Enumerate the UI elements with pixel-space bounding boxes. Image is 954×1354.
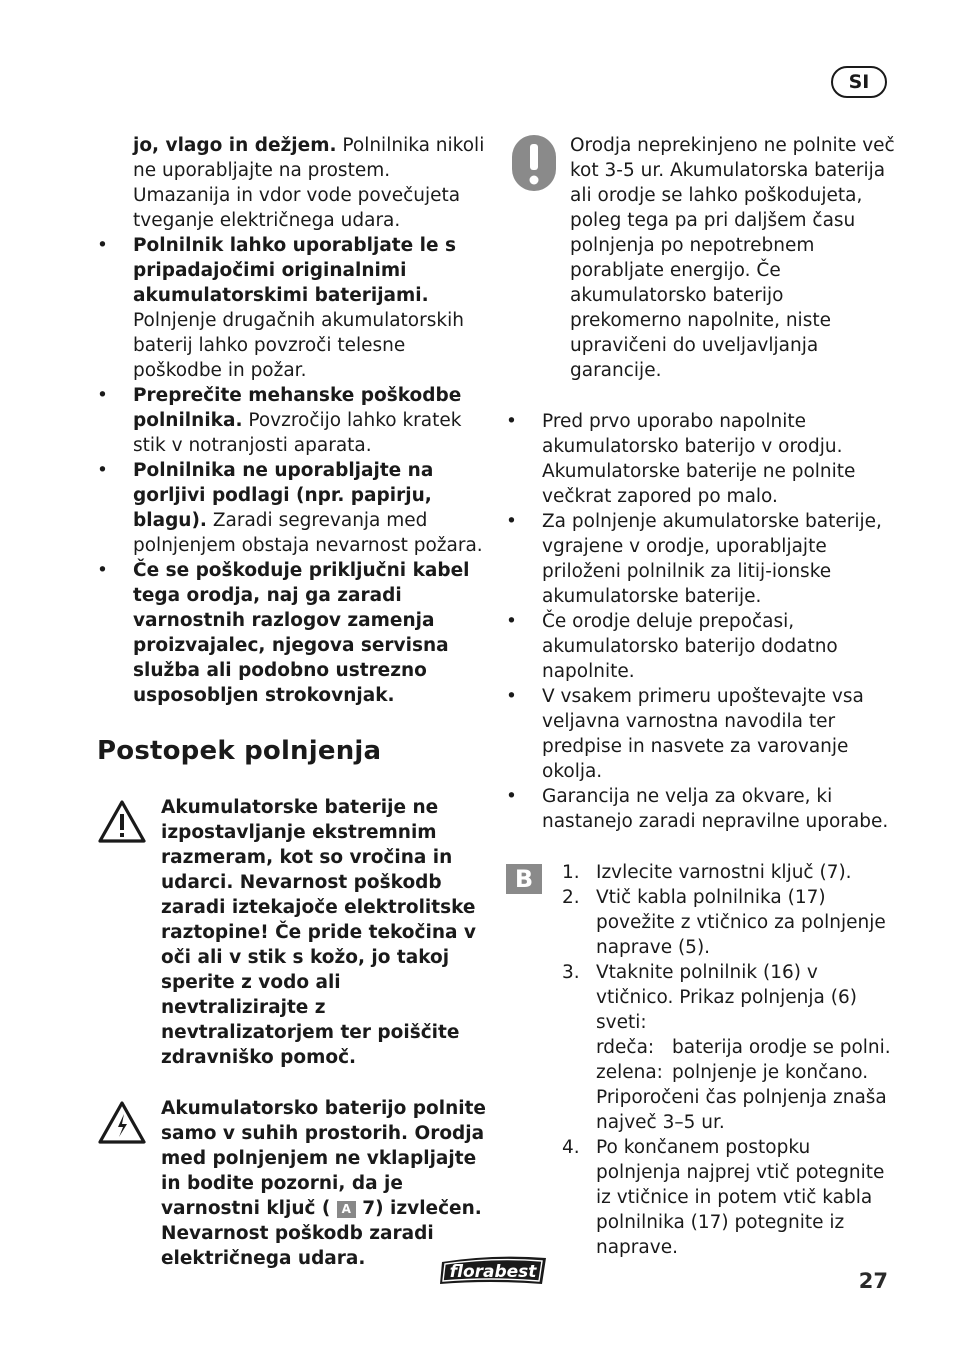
note-block [506,133,896,383]
paragraph-text: Polnilnika nikoli ne uporabljajte na prostem. Umazanija in vdor vode povečujeta tveganje električnega udara. [133,135,485,231]
bullet-dot: • [506,511,517,532]
warning-text [161,1096,489,1271]
indicator-red-line [596,1035,896,1060]
step-number: 3. [562,962,580,983]
bullet-dot: • [506,611,517,632]
item-text: Za polnjenje akumulatorske baterije, vgrajene v orodje, uporabljajte priloženi polnilnik za litij-ionske akumulatorske baterije. [542,511,882,607]
bold-lead: Če se poškoduje priključni kabel tega orodja, naj ga zaradi varnostnih razlogov zamenja proizvajalec, njegova servisna služba ali podobno ustrezno usposobljen strokovnjak. [133,560,470,706]
list-item [97,558,489,708]
item-text: Garancija ne velja za okvare, ki nastanejo zaradi nepravilne uporabe. [542,786,889,832]
charging-steps [506,860,896,1260]
step-item [562,885,896,960]
list-item [506,409,896,509]
bold-lead: Polnilnika ne uporabljajte na gorljivi podlagi (npr. papirju, blagu). [133,460,434,531]
indicator-label: rdeča: [596,1037,655,1058]
bullet-dot: • [97,235,108,256]
left-column [97,133,489,1271]
step-item [562,1135,896,1260]
continuation-paragraph [97,133,489,233]
warning-block [97,1096,489,1271]
step-text: Vtič kabla polnilnika (17) povežite z vtičnico za polnjenje naprave (5). [596,887,886,958]
warning-text-part: Akumulatorsko baterijo polnite samo v suhih prostorih. Orodja med polnjenjem ne vklapljajte in bodite pozorni, da je varnostni ključ ( [161,1098,486,1219]
bullet-dot: • [97,385,108,406]
exclamation-icon [508,135,560,191]
list-item [97,383,489,458]
bullet-dot: • [97,460,108,481]
bullet-dot: • [506,411,517,432]
indicator-label: zelena: [596,1062,663,1083]
step-text: Izvlecite varnostni ključ (7). [596,862,852,883]
step-number: 1. [562,862,580,883]
warning-text: Akumulatorske baterije ne izpostavljanje ekstremnim razmeram, kot so vročina in udarci. Nevarnost poškodb zaradi iztekajoče elektrolitske raztopine! Če pride tekočina v oči ali v stik s kožo, jo takoj sperite z vodo ali nevtralizirajte z nevtralizatorjem ter poiščite zdravniško pomoč. [161,797,476,1068]
page-number: 27 [858,1269,888,1293]
step-item [562,960,896,1135]
note-text: Orodja neprekinjeno ne polnite več kot 3-5 ur. Akumulatorska baterija ali orodje se lahko poškodujeta, poleg tega pa pri daljšem času polnjenja po nepotrebnem porabljate energijo. Če akumulatorsko baterijo prekomerno napolnite, niste upravičeni do uveljavljanja garancije. [570,135,895,381]
step-text: Vtaknite polnilnik (16) v vtičnico. Prikaz polnjenja (6) sveti: [596,962,857,1033]
item-text: V vsakem primeru upoštevajte vsa veljavna varnostna navodila ter predpise in nasvete za varovanje okolja. [542,686,864,782]
bold-lead: Polnilnik lahko uporabljate le s pripadajočimi originalnimi akumulatorskimi baterijami. [133,235,456,306]
bold-lead: Preprečite mehanske poškodbe polnilnika. [133,385,462,431]
step-text: Po končanem postopku polnjenja najprej vtič potegnite iz vtičnice in potem vtič kabla polnilnika (17) potegnite iz naprave. [596,1137,885,1258]
item-text: Če orodje deluje prepočasi, akumulatorsko baterijo dodatno napolnite. [542,611,838,682]
bullet-dot: • [506,686,517,707]
list-item [506,784,896,834]
item-text: Povzročijo lahko kratek stik v notranjosti aparata. [133,410,462,456]
list-item [97,233,489,383]
list-item [506,684,896,784]
figure-label-b: B [506,864,542,894]
florabest-logo [438,1252,550,1288]
warning-triangle-icon [97,799,147,845]
language-badge: SI [831,66,887,98]
right-column [506,133,896,1260]
item-text: Polnjenje drugačnih akumulatorskih baterij lahko povzroči telesne poškodbe in požar. [133,310,464,381]
bullet-dot: • [506,786,517,807]
warning-text-part: 7) izvlečen. Nevarnost poškodb zaradi električnega udara. [161,1198,482,1269]
bullet-dot: • [97,560,108,581]
indicator-text: polnjenje je končano. [672,1062,869,1083]
list-item [506,509,896,609]
warning-block [97,795,489,1070]
item-text: Zaradi segrevanja med polnjenjem obstaja nevarnost požara. [133,510,483,556]
list-item [97,458,489,558]
electric-hazard-icon [97,1100,147,1146]
list-item [506,609,896,684]
step-text: Priporočeni čas polnjenja znaša največ 3–5 ur. [596,1087,887,1133]
step-number: 2. [562,887,580,908]
section-heading: Postopek polnjenja [97,736,382,766]
indicator-text: baterija orodje se polni. [672,1037,891,1058]
figure-ref-a: A [337,1201,356,1218]
brand-name: florabest [449,1262,537,1282]
step-item [562,860,896,885]
item-text: Pred prvo uporabo napolnite akumulatorsko baterijo v orodju. Akumulatorske baterije ne polnite večkrat zapored po malo. [542,411,856,507]
indicator-green-line [596,1060,896,1085]
step-number: 4. [562,1137,580,1158]
bullet-list [506,409,896,834]
bold-lead: jo, vlago in dežjem. [133,135,337,156]
